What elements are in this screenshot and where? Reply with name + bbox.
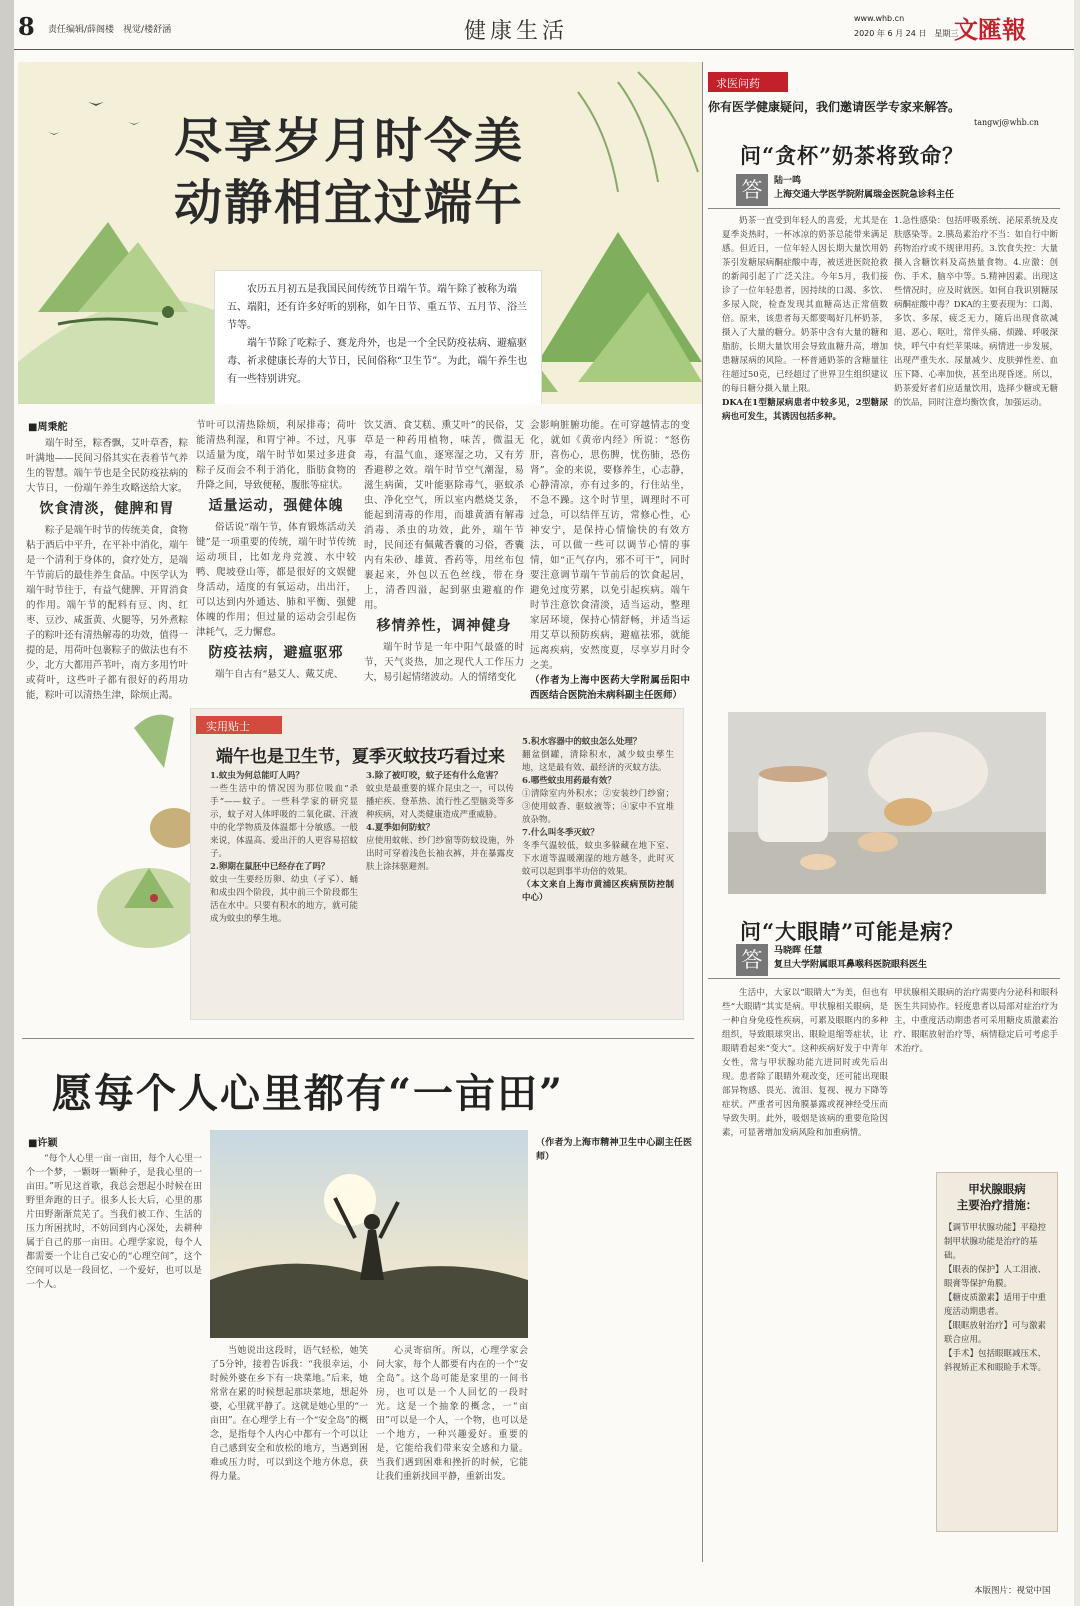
tips-col1: 1.蚊虫为何总能叮人吗？ 一些生活中的情况因为那位吸血“杀手”——蚊子。一些科学家的研究显示，蚊子对人体呼吸的二氧化碳、汗液中的化学物质及体温都十分敏感。一般来说，体温高、爱出汗的人更容易招蚊子。 2.卵期在鼠胚中已经存在了吗？ 蚊虫一生要经历卵、幼虫（孑孓）、蛹和成虫四个阶段，其中前三个阶段都生活在水中。只要有积水的地方，就可能成为蚊虫的孳生地。 xyxy=(210,771,358,924)
article2-col1: “每个人心里一亩一亩田，每个人心里一个一个梦，一颗呀一颗种子，是我心里的一亩田。”听见这首歌，我总会想起小时候在田野里奔跑的日子。很多人长大后，心里的那片田野渐渐荒芜了。当我们被工作、生活的压力所困扰时，不妨回到内心深处，去耕种属于自己的那一亩田。心理学家说，每个人都需要一个让自己安心的“心理空间”，这个空间可以是一段回忆、一个爱好，也可以是一个人。 xyxy=(26,1154,202,1290)
qa1-col1: 奶茶一直受到年轻人的喜爱，尤其是在夏季炎热时，一杯冰凉的奶茶总能带来满足感。但近日，一位年轻人因长期大量饮用奶茶引发糖尿病酮症酸中毒，被送进医院抢救的新闻引起了广泛关注。今年5月，我们接诊了一位年轻患者，因持续的口渴、多饮、多尿入院，检查发现其血糖高达正常值数倍。原来，该患者每天都要喝好几杯奶茶，摄入了大量的糖分。奶茶中含有大量的糖和脂肪，长期大量饮用会导致血糖升高，增加患糖尿病的风险。一杯普通奶茶的含糖量往往超过50克，已经超过了世界卫生组织建议的每日糖分摄入量上限。 DKA在1型糖尿病患者中较多见，2型糖尿病也可发生，其诱因包括多种。 xyxy=(722,216,888,422)
qa2-answer-mark: 答 xyxy=(736,944,768,976)
article2-col2: 当她说出这段时，语气轻松，她笑了5分钟，接着告诉我：“我很幸运，小时候外婆在乡下有一块菜地。”后来，她常常在累的时候想起那块菜地，想起外婆，心里就平静了。这就是她心里的“一亩田”。在心理学上有一个“安全岛”的概念，是指每个人内心中都有一个可以让自己感到安全和放松的地方，当遇到困难或压力时，可以到这个地方休息，获得力量。 xyxy=(210,1346,368,1482)
sidebox-body: 【调节甲状腺功能】平稳控制甲状腺功能是治疗的基础。 【眼表的保护】人工泪液、眼膏等保护角膜。 【糖皮质激素】适用于中重度活动期患者。 【眼眶放射治疗】可与激素联合应用。 【手术】包括眼眶减压术、斜视矫正术和眼睑手术等。 xyxy=(944,1223,1047,1373)
editors-line: 责任编辑/薛阁楼 视觉/楼舒涵 xyxy=(48,25,172,35)
article2-title: 愿每个人心里都有“一亩田” xyxy=(52,1070,565,1117)
issue-date: 2020 年 6 月 24 日 星期三 xyxy=(854,29,959,38)
qa2-author: 马晓晖 任慧 复旦大学附属眼耳鼻喉科医院眼科医生 xyxy=(774,946,928,970)
tips-tag: 实用贴士 xyxy=(196,716,282,734)
intro-box: 农历五月初五是我国民间传统节日端午节。端午除了被称为端五、端阳，还有许多好听的别称，如午日节、重五节、五月节、浴兰节等。 端午节除了吃粽子、赛龙舟外，也是一个全民防疫祛病、避瘟驱毒、祈求健康长寿的大节日，民间俗称“卫生节”。为此，端午养生也有一些特别讲究。 xyxy=(214,270,542,404)
qa-section-tag: 求医问药 xyxy=(708,72,788,92)
photo-credit: 本版图片：视觉中国 xyxy=(974,1586,1051,1596)
article1-col4: 会影响脏腑功能。在可穿越情志的变化，就如《黄帝内经》所说：“怒伤肝，喜伤心，思伤脾，忧伤肺，恐伤肾”。金的来说，要修养生，心志静，心静清凉，亦有过多的，行住站坐，不急不躁。这个时节里，调理时不可过急，可以结伴互访，常修心性，心神安宁，是保持心情愉快的有效方法，可以做一些可以调节心情的事情，如“正气存内，邪不可干”，同时要注意调节端午节前后的饮食起居，避免过度劳累，以免引起疾病。端午时节注意饮食清淡，适当运动，整理家居环境，保持心情舒畅，并适当运用艾草以预防疾病，避瘟祛邪，就能远离疾病，安然度夏，尽享岁月时令之美。 （作者为上海中医药大学附属岳阳中西医结合医院治未病科副主任医师） xyxy=(530,420,690,701)
sunrise-image xyxy=(210,1130,528,1338)
article1-col2: 节叶可以清热除烦，利尿排毒；荷叶能清热利湿，和胃宁神。不过，凡事以适量为度，端午时节如果过多进食粽子反而会不利于消化，脂肪食物的升降之间，导致便秘，腹胀等症状。 适量运动，强健体魄 俗话说“端午节，体育锻炼活动关键”是一项重要的传统，端午时节传统运动项目，比如龙舟竞渡、水中较鸭、爬坡登山等，都是很好的文娱健身活动，适度的有氧运动，出出汗，可以达到内外通达、肺和平衡、强健体魄的作用；但过量的运动会引起伤津耗气，乏力懈怠。 防疫祛病，避瘟驱邪 端午自古有“悬艾人、戴艾虎、 xyxy=(196,420,356,680)
page-header xyxy=(14,0,1074,50)
qa2-divider xyxy=(708,978,1060,979)
page-number: 8 xyxy=(18,12,35,41)
article2-top-divider xyxy=(22,1038,694,1039)
tips-col2: 3.除了被叮咬，蚊子还有什么危害？ 蚊虫是最重要的媒介昆虫之一，可以传播疟疾、登革热、流行性乙型脑炎等多种疾病，对人类健康造成严重威胁。 4.夏季如何防蚊？ 应使用蚊帐、纱门纱窗等防蚊设施，外出时可穿着浅色长袖衣裤，并在暴露皮肤上涂抹驱避剂。 xyxy=(366,771,514,872)
banner-title: 尽享岁月时令美 动静相宜过端午 xyxy=(174,113,525,231)
tips-col3: 5.积水容器中的蚊虫怎么处理？ 翻盆倒罐，清除积水，减少蚊虫孳生地，这是最有效、最经济的灭蚊方法。 6.哪些蚊虫用药最有效？ ①清除室内外积水；②安装纱门纱窗；③使用蚊香、驱蚊液等；④家中不宜堆放杂物。 7.什么叫冬季灭蚊？ 冬季气温较低，蚊虫多躲藏在地下室、下水道等温暖潮湿的地方越冬，此时灭蚊可以起到事半功倍的效果。 （本文来自上海市黄浦区疾病预防控制中心） xyxy=(522,737,674,903)
newspaper-logo: 文匯報 xyxy=(954,15,1026,44)
article1-col1: 端午时至，粽香飘，艾叶草香，粽叶满地——民间习俗其实在表着节气养生的智慧。端午节也是全民防疫祛病的大节日，一份端午养生攻略送给大家。 饮食清淡，健脾和胃 粽子是端午时节的传统美食，食物粘于酒后中平升，在平补中消化，端午是一个清利于身体的，食疗处方，是端午节前后的最佳养生食品。中医学认为端午时节往于，有益气健脾、开胃消食的作用。端午节的配料有豆、肉、红枣、豆沙、咸蛋黄、火腿等，另外煮粽子的粽叶还有清热解毒的功效，值得一提的是，用荷叶包裹粽子的做法也有不少，北方大都用芦苇叶，南方多用竹叶或荷叶，这些叶子都有很好的药用功能，粽叶可以清热生津，除烦止渴。 xyxy=(26,438,188,701)
tips-title: 端午也是卫生节，夏季灭蚊技巧看过来 xyxy=(216,747,505,767)
qa2-question: 问“大眼睛”可能是病？ xyxy=(740,919,965,944)
article2-byline: ■许颖 xyxy=(28,1138,58,1149)
column-divider xyxy=(702,62,703,1562)
treatment-sidebox xyxy=(936,1172,1058,1532)
zongzi-illustration xyxy=(94,708,204,998)
section-title: 健康生活 xyxy=(464,19,569,44)
newspaper-page xyxy=(14,0,1074,1606)
dragon-boat-banner xyxy=(18,62,702,404)
site-url[interactable]: www.whb.cn xyxy=(854,14,905,23)
qa2-col2: 甲状腺相关眼病的治疗需要内分泌科和眼科医生共同协作。轻度患者以局部对症治疗为主，中重度活动期患者可采用糖皮质激素治疗、眼眶放射治疗等，病情稳定后可考虑手术治疗。 xyxy=(894,988,1058,1054)
contact-email[interactable]: tangwj@whb.cn xyxy=(974,118,1039,127)
qa-tagline: 你有医学健康疑问，我们邀请医学专家来解答。 xyxy=(708,100,961,114)
article2-col4: （作者为上海市精神卫生中心副主任医师） xyxy=(536,1138,692,1162)
sidebox-title: 甲状腺眼病 主要治疗措施： xyxy=(956,1182,1038,1212)
qa1-answer-mark: 答 xyxy=(736,174,768,206)
article2-col3a: 心灵寄宿所。所以，心理学家会问大家，每个人都要有内在的一个“安全岛”。这个岛可能是家里的一间书房，也可以是一个人回忆的一段时光。这是一个抽象的概念，一“亩田”可以是一个人，一个物，也可以是一个地方，一种兴趣爱好。重要的是，它能给我们带来安全感和力量。当我们遇到困难和挫折的时候，它能让我们重新找回平静，重新出发。 xyxy=(376,1346,528,1482)
page-fold-strip xyxy=(0,0,14,1606)
sunrise-photo xyxy=(210,1130,528,1338)
qa1-question: 问“贪杯”奶茶将致命？ xyxy=(740,143,965,168)
qa1-col2: 1.急性感染：包括呼吸系统、泌尿系统及皮肤感染等。2.胰岛素治疗不当：如自行中断药物治疗或不规律用药。3.饮食失控：大量摄入含糖饮料及高热量食物。4.应激：创伤、手术、脑卒中等。5.精神因素。出现这些情况时，应及时就医。如何自我识别糖尿病酮症酸中毒？DKA的主要表现为：口渴、多饮、多尿，疲乏无力，随后出现食欲减退、恶心、呕吐，常伴头痛、烦躁、呼吸深快，呼气中有烂苹果味。病情进一步发展，出现严重失水、尿量减少、皮肤弹性差、血压下降、心率加快，甚至出现昏迷。所以，奶茶爱好者们应适量饮用，选择少糖或无糖的饮品，同时注意均衡饮食，加强运动。 xyxy=(894,216,1058,408)
article1-byline: ■周秉舵 xyxy=(28,422,68,433)
milk-tea-image xyxy=(728,712,1046,894)
qa2-col1: 生活中，大家以“眼睛大”为美，但也有些“大眼睛”其实是病。甲状腺相关眼病，是一种自身免疫性疾病，可累及眼眶内的多种组织，导致眼球突出、眼睑退缩等症状，让眼睛看起来“变大”。这种疾病好发于中青年女性，常与甲状腺功能亢进同时或先后出现。患者除了眼睛外观改变，还可能出现眼部异物感、畏光、流泪、复视、视力下降等症状。严重者可因角膜暴露或视神经受压而导致失明。此外，吸烟是该病的重要危险因素，可显著增加发病风险和加重病情。 xyxy=(722,988,888,1138)
qa1-author: 陆一鸣 上海交通大学医学院附属瑞金医院急诊科主任 xyxy=(774,176,955,200)
qa1-divider xyxy=(708,208,1060,209)
article1-col3: 饮艾酒、食艾糕、熏艾叶”的民俗，艾草是一种药用植物，味苦，微温无毒，有温气血，逐寒湿之功，又有芳香避秽之效。端午时节空气潮湿，易滋生病菌，艾叶能驱除毒气，驱蚊杀虫、净化空气，所以室内燃烧艾条，能起到清毒的作用，而雄黄酒有解毒消毒、杀虫的功效，此外，端午节时，民间还有佩戴香囊的习俗，香囊内有朱砂、雄黄、香药等，用丝布包裹起来，外包以五色丝线，带在身上，清香四溢，起到驱虫避瘟的作用。 移情养性，调神健身 端午时节是一年中阳气最盛的时节，天气炎热，加之现代人工作压力大，易引起情绪波动。人的情绪变化 xyxy=(364,420,524,683)
milk-tea-photo xyxy=(728,712,1046,894)
